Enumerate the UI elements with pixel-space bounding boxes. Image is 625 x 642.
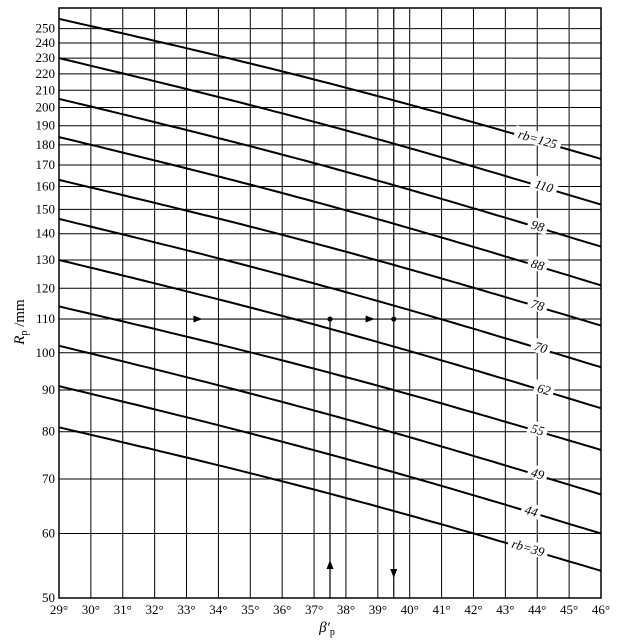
example-arrow-right xyxy=(366,316,375,323)
curve-label: 98 xyxy=(529,216,547,235)
x-tick-label: 30° xyxy=(81,602,100,617)
x-tick-label: 33° xyxy=(177,602,196,617)
y-tick-label: 150 xyxy=(35,201,55,217)
curve-label: rb=125 xyxy=(516,126,559,152)
y-tick-label: 140 xyxy=(35,225,55,241)
curve-label: 62 xyxy=(535,380,553,399)
x-tick-label: 36° xyxy=(273,602,292,617)
y-tick-label: 60 xyxy=(42,525,55,541)
curve-label: 78 xyxy=(529,296,547,315)
x-tick-label: 35° xyxy=(241,602,260,617)
curve-98 xyxy=(59,99,601,247)
x-tick-label: 31° xyxy=(113,602,132,617)
x-tick-label: 29° xyxy=(49,602,69,617)
x-tick-label: 32° xyxy=(145,602,164,617)
example-arrow-up xyxy=(327,560,334,569)
curve-88 xyxy=(59,137,601,285)
curve-label: 88 xyxy=(529,255,547,274)
x-tick-label: 46° xyxy=(591,602,611,617)
curve-label: 55 xyxy=(529,420,546,439)
y-tick-label: 210 xyxy=(35,82,55,98)
example-point xyxy=(327,316,332,321)
y-tick-label: 200 xyxy=(35,99,55,115)
y-tick-label: 80 xyxy=(42,423,55,439)
x-tick-label: 38° xyxy=(336,602,356,617)
y-tick-label: 160 xyxy=(35,178,55,194)
curve-label: rb=39 xyxy=(509,535,547,560)
example-arrow-right xyxy=(193,316,202,323)
example-point xyxy=(391,316,396,321)
x-tick-label: 40° xyxy=(400,602,419,617)
x-tick-label: 44° xyxy=(528,602,547,617)
curve-78 xyxy=(59,180,601,326)
curve-label: 49 xyxy=(529,464,547,483)
y-tick-label: 220 xyxy=(35,65,55,81)
y-tick-label: 250 xyxy=(35,20,55,36)
curve-label: 110 xyxy=(533,176,556,196)
y-tick-label: 130 xyxy=(35,251,55,267)
y-tick-label: 190 xyxy=(35,117,55,133)
x-tick-label: 42° xyxy=(464,602,483,617)
y-tick-label: 170 xyxy=(35,157,55,173)
curve-label: 70 xyxy=(532,338,550,357)
curve-labels xyxy=(507,125,563,560)
y-tick-label: 230 xyxy=(35,50,55,66)
x-tick-label: 41° xyxy=(432,602,451,617)
y-tick-label: 240 xyxy=(35,35,55,51)
x-tick-label: 43° xyxy=(496,602,515,617)
y-tick-label: 100 xyxy=(35,344,55,360)
y-tick-label: 50 xyxy=(42,590,55,605)
x-tick-label: 39° xyxy=(368,602,387,617)
y-tick-label: 110 xyxy=(35,311,55,327)
y-tick-label: 70 xyxy=(42,470,55,486)
x-tick-label: 34° xyxy=(209,602,228,617)
curve-label: 44 xyxy=(522,501,540,520)
y-tick-label: 180 xyxy=(35,136,55,152)
x-tick-label: 45° xyxy=(560,602,579,617)
y-axis-label: $R_p$ /mm xyxy=(12,299,30,345)
x-tick-label: 37° xyxy=(304,602,324,617)
y-tick-label: 120 xyxy=(35,280,55,296)
y-tick-label: 90 xyxy=(42,382,55,398)
example-arrow-down xyxy=(390,569,397,578)
x-axis-label: $\beta'_p$ xyxy=(319,620,335,638)
